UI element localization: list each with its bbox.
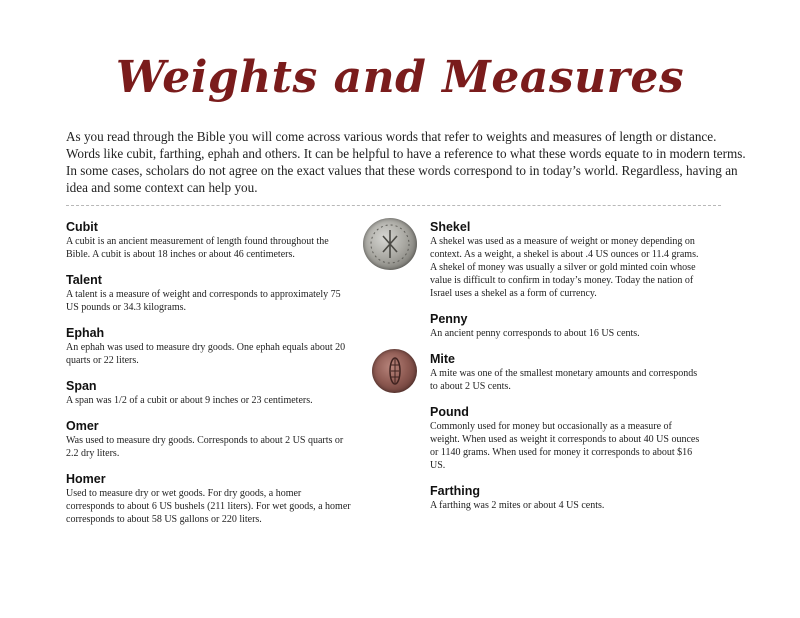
entry-span [66,379,351,407]
page-title: Weights and Measures [115,52,685,103]
term-definition: An ancient penny corresponds to about 16 US cents. [430,328,640,339]
entry-mite [430,352,700,393]
term-heading: Talent [66,273,102,287]
entry-omer [66,419,351,460]
entry-shekel [430,220,700,300]
shekel-coin-image [363,218,417,270]
entry-cubit [66,220,351,261]
entry-ephah [66,326,351,367]
term-definition: A shekel was used as a measure of weight or money depending on context. As a weight, a shekel is about .4 US ounces or 11.4 grams. A shekel of money was usually a silver or gold minted coin whose value is difficult to confirm in today’s money. Today the nation of Israel uses a shekel as a form of currency. [430,236,699,299]
entry-pound [430,405,700,472]
term-heading: Pound [430,405,469,419]
term-heading: Span [66,379,97,393]
term-heading: Farthing [430,484,480,498]
term-definition: A talent is a measure of weight and corresponds to approximately 75 US pounds or 34.3 kilograms. [66,289,341,313]
term-heading: Omer [66,419,99,433]
term-definition: A span was 1/2 of a cubit or about 9 inches or 23 centimeters. [66,395,313,406]
term-heading: Shekel [430,220,471,234]
right-column [430,220,700,524]
term-definition: Commonly used for money but occasionally as a measure of weight. When used as weight it corresponds to about 40 US ounces or 1140 grams. When used for money it corresponds to about $16 US. [430,421,700,471]
entry-talent [66,273,351,314]
term-heading: Homer [66,472,106,486]
term-definition: Was used to measure dry goods. Corresponds to about 2 US quarts or 2.2 dry liters. [66,435,344,459]
mite-coin-image [372,349,417,393]
entry-homer [66,472,351,526]
dashed-divider [66,205,721,206]
term-heading: Penny [430,312,468,326]
term-definition: A farthing was 2 mites or about 4 US cents. [430,500,605,511]
term-heading: Mite [430,352,455,366]
intro-paragraph: As you read through the Bible you will come across various words that refer to weights and measures of length or distance. Words like cubit, farthing, ephah and others. It can be helpful to have a reference to what these words equate to in modern terms. In some cases, scholars do not agree on the exact values that these words correspond to in today’s world. Regardless, having an idea and some context can help you. [66,129,746,195]
entry-penny [430,312,700,340]
left-column [66,220,351,538]
term-heading: Ephah [66,326,105,340]
entry-farthing [430,484,700,512]
term-definition: An ephah was used to measure dry goods. One ephah equals about 20 quarts or 22 liters. [66,342,346,366]
term-heading: Cubit [66,220,98,234]
term-definition: A cubit is an ancient measurement of length found throughout the Bible. A cubit is about 18 inches or about 46 centimeters. [66,236,329,260]
term-definition: Used to measure dry or wet goods. For dry goods, a homer corresponds to about 6 US bushels (211 liters). For wet goods, a homer corresponds to about 58 US gallons or 220 liters. [66,488,351,525]
term-definition: A mite was one of the smallest monetary amounts and corresponds to about 2 US cents. [430,368,698,392]
